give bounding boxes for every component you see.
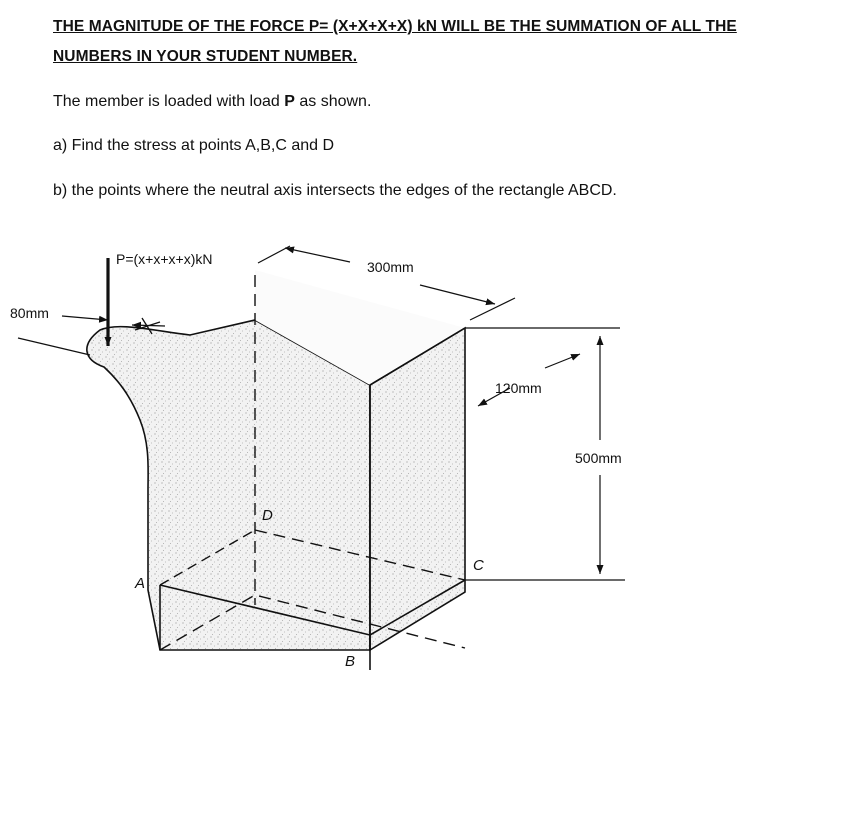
dim-arrow-icon [285,248,350,262]
problem-heading-line-1: THE MAGNITUDE OF THE FORCE P= (X+X+X+X) kN WILL BE THE SUMMATION OF ALL THE [53,18,737,35]
dim-500mm [465,336,625,580]
dim-height-label: 500mm [575,450,622,466]
dim-120mm [465,328,620,406]
dim-arrow-icon [62,316,108,320]
intro-text-load-symbol: P [284,93,295,110]
point-d-label: D [262,507,273,524]
dim-depth-label: 120mm [495,380,542,396]
part-a-question: a) Find the stress at points A,B,C and D [53,137,335,154]
member-figure [0,230,864,830]
problem-heading-line-2: NUMBERS IN YOUR STUDENT NUMBER. [53,48,358,65]
point-a-label: A [135,575,146,592]
part-b-question: b) the points where the neutral axis intersects the edges of the rectangle ABCD. [53,182,617,199]
dim-arrow-icon [420,285,495,304]
point-b-label: B [345,653,356,670]
intro-text-pre: The member is loaded with load [53,93,285,110]
intro-text-post: as shown. [294,93,372,110]
point-c-label: C [473,557,484,574]
dim-arrow-icon [545,354,580,368]
dim-arrow-icon [132,325,165,326]
dim-offset-label: 80mm [10,305,49,321]
dim-width-label: 300mm [367,259,414,275]
intro-text [53,93,371,111]
load-label: P=(x+x+x+x)kN [116,251,213,267]
member-body [87,270,465,670]
